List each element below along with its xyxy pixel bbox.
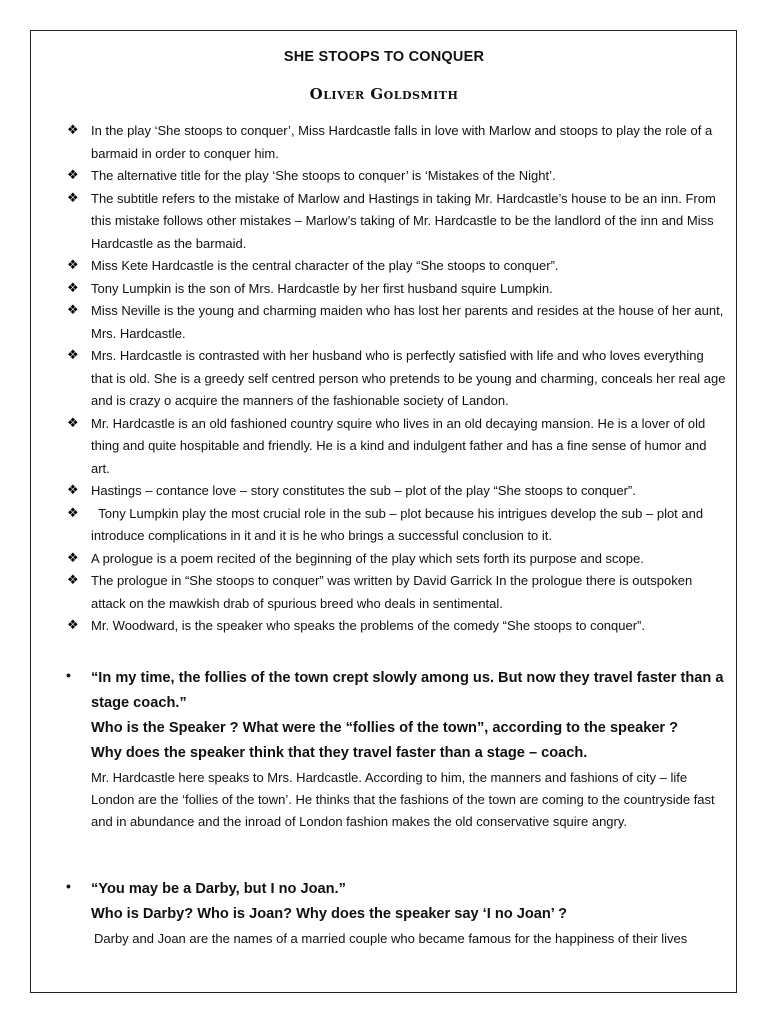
diamond-bullet-icon: ❖ xyxy=(67,190,79,206)
diamond-bullet-icon: ❖ xyxy=(67,280,79,296)
list-item: ❖ The prologue in “She stoops to conquer” was written by David Garrick In the prologue there is outspoken attack on the mawkish drab of spurious breed who deals in sentimental. xyxy=(66,570,726,615)
list-item: ❖ Mrs. Hardcastle is contrasted with her husband who is perfectly satisfied with life and who loves everything that is old. She is a greedy self centred person who pretends to be young and charming, conceals her real age and is crazy o acquire the manners of the fashionable society of Landon. xyxy=(66,345,726,413)
list-item: ❖ Tony Lumpkin play the most crucial role in the sub – plot because his intrigues develop the sub – plot and introduce complications in it and it is he who brings a successful conclusion to it. xyxy=(66,503,726,548)
document-author: Oliver Goldsmith xyxy=(309,85,459,103)
answer-text: Mr. Hardcastle here speaks to Mrs. Hardcastle. According to him, the manners and fashions of city – life London are the ‘follies of the town’. He thinks that the fashions of the town are coming to the countryside fast and in abundance and the inroad of London fashion makes the old conservative squire angry. xyxy=(91,770,715,830)
list-item: ❖ In the play ‘She stoops to conquer’, Miss Hardcastle falls in love with Marlow and stoops to play the role of a barmaid in order to conquer him. xyxy=(66,120,726,165)
question-text: Who is Darby? Who is Joan? Why does the speaker say ‘I no Joan’ ? xyxy=(91,906,568,922)
list-item: ❖ Mr. Woodward, is the speaker who speaks the problems of the comedy “She stoops to conquer”. xyxy=(66,615,726,638)
fact-list xyxy=(66,120,726,638)
answer-text: Darby and Joan are the names of a married couple who became famous for the happiness of their lives xyxy=(94,931,688,946)
diamond-bullet-icon: ❖ xyxy=(67,303,79,318)
question-text: Who is the Speaker ? What were the “follies of the town”, according to the speaker ? xyxy=(91,720,679,736)
list-item: ❖ Miss Neville is the young and charming maiden who has lost her parents and resides at the house of her aunt, Mrs. Hardcastle. xyxy=(66,300,726,345)
list-item: ❖ The alternative title for the play ‘She stoops to conquer’ is ‘Mistakes of the Night’. xyxy=(66,165,726,188)
diamond-bullet-icon: ❖ xyxy=(67,505,79,521)
list-item: ❖ A prologue is a poem recited of the beginning of the play which sets forth its purpose and scope. xyxy=(66,548,726,571)
question-quote: “You may be a Darby, but I no Joan.” xyxy=(91,881,346,897)
question-quote: “In my time, the follies of the town crept slowly among us. But now they travel faster than a stage coach.” xyxy=(91,670,724,711)
diamond-bullet-icon: ❖ xyxy=(67,348,79,363)
document-title: SHE STOOPS TO CONQUER xyxy=(283,49,485,65)
question-block-2 xyxy=(66,877,728,950)
diamond-bullet-icon: ❖ xyxy=(67,258,79,273)
diamond-bullet-icon: ❖ xyxy=(67,550,79,566)
list-item: ❖ Hastings – contance love – story constitutes the sub – plot of the play “She stoops to conquer”. xyxy=(66,480,726,503)
list-item: ❖ Mr. Hardcastle is an old fashioned country squire who lives in an old decaying mansion. He is a lover of old thing and quite hospitable and friendly. He is a kind and indulgent father and has a fine sense of humor and art. xyxy=(66,413,726,481)
list-item: ❖ Miss Kete Hardcastle is the central character of the play “She stoops to conquer”. xyxy=(66,255,726,278)
diamond-bullet-icon: ❖ xyxy=(67,573,79,588)
diamond-bullet-icon: ❖ xyxy=(67,415,79,431)
list-item: ❖ Tony Lumpkin is the son of Mrs. Hardcastle by her first husband squire Lumpkin. xyxy=(66,278,726,301)
diamond-bullet-icon: ❖ xyxy=(67,618,79,633)
round-bullet-icon: • xyxy=(66,667,71,683)
list-item: ❖ The subtitle refers to the mistake of Marlow and Hastings in taking Mr. Hardcastle’s house to be an inn. From this mistake follows other mistakes – Marlow’s taking of Mr. Hardcastle to be the landlord of the inn and Miss Hardcastle as the barmaid. xyxy=(66,188,726,256)
diamond-bullet-icon: ❖ xyxy=(67,168,79,183)
question-text: Why does the speaker think that they travel faster than a stage – coach. xyxy=(91,745,588,761)
round-bullet-icon: • xyxy=(66,878,71,894)
question-block-1 xyxy=(66,666,728,834)
diamond-bullet-icon: ❖ xyxy=(67,483,79,498)
diamond-bullet-icon: ❖ xyxy=(67,123,79,138)
